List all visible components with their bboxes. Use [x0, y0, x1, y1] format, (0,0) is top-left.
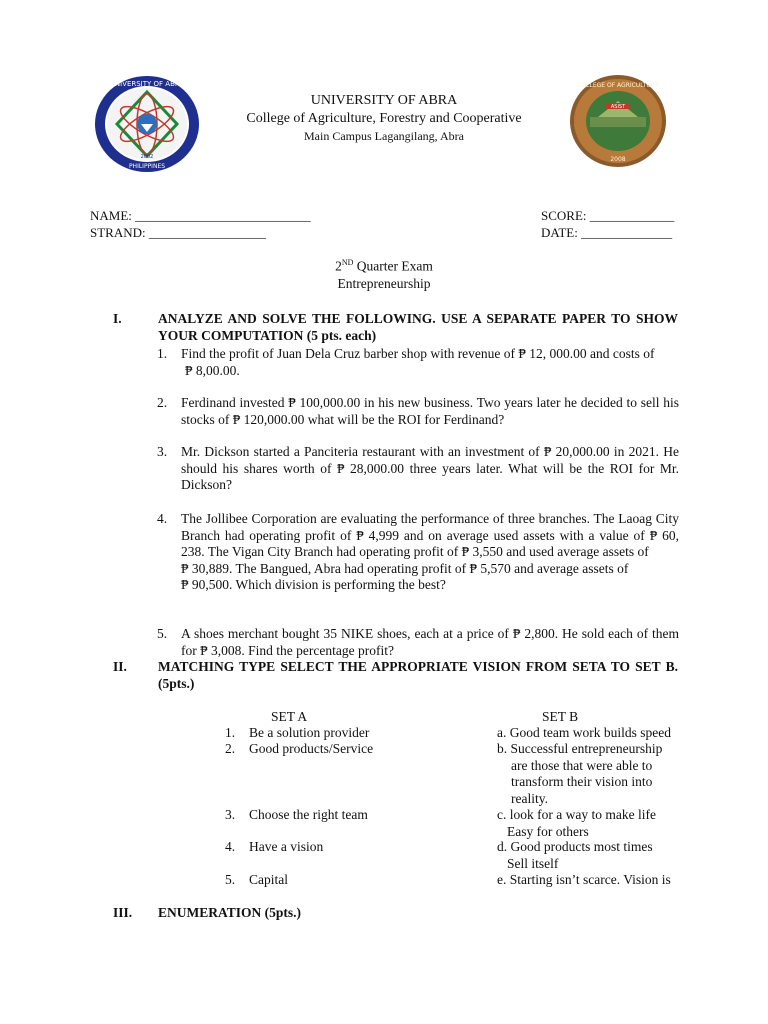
section-3-number: III. [113, 905, 133, 920]
question-1: 1. Find the profit of Juan Dela Cruz barber shop with revenue of ₱ 12, 000.00 and costs of ₱ 8,00.00. [157, 346, 655, 378]
set-b-item: e. Starting isn’t scarce. Vision is [497, 872, 671, 887]
question-5: 5. A shoes merchant bought 35 NIKE shoes, each at a price of ₱ 2,800. He sold each of them for ₱ 3,008. Find the percentage profit? [157, 626, 679, 658]
svg-text:COLLEGE OF AGRICULTURE: COLLEGE OF AGRICULTURE [577, 82, 659, 89]
college-name: College of Agriculture, Forestry and Cooperative [246, 111, 522, 126]
university-name: UNIVERSITY OF ABRA [310, 93, 458, 108]
question-3: 3. Mr. Dickson started a Panciteria restaurant with an investment of ₱ 20,000.00 in 2021. He should his shares worth of ₱ 28,000.00 three years later. What will be the ROI for Mr. Dickson? [157, 444, 679, 492]
section-2-title: MATCHING TYPE SELECT THE APPROPRIATE VISION FROM SETA TO SET B. (5pts.) [158, 659, 678, 691]
section-1-number: I. [113, 311, 122, 326]
campus-name: Main Campus Lagangilang, Abra [304, 129, 464, 143]
set-b-header: SET B [542, 709, 579, 724]
set-b-item: c. look for a way to make life Easy for others [497, 807, 656, 839]
question-4: 4. The Jollibee Corporation are evaluating the performance of three branches. The Laoag City Branch had operating profit of ₱ 4,999 and on average used assets with a value of ₱ 60, 238. The Vigan City Branch had operating profit of ₱ 3,550 and used average assets of ₱ 30,889. The Bangued, Abra had operating profit of ₱ 5,570 and average assets of ₱ 90,500. Which division is performing the best? [157, 511, 679, 592]
svg-text:ASIST: ASIST [610, 104, 626, 110]
set-b-item: a. Good team work builds speed [497, 725, 671, 740]
section-3-title: ENUMERATION (5pts.) [158, 905, 302, 920]
name-field: NAME: ___________________________ [90, 208, 311, 223]
set-b-item: b. Successful entrepreneurship are those that were able to transform their vision into reality. [497, 741, 663, 806]
svg-text:2008: 2008 [610, 156, 626, 163]
set-a-header: SET A [271, 709, 308, 724]
exam-subject: Entrepreneurship [337, 276, 431, 291]
svg-text:PHILIPPINES: PHILIPPINES [128, 163, 166, 170]
strand-field: STRAND: __________________ [90, 225, 266, 240]
section-1-title: ANALYZE AND SOLVE THE FOLLOWING. USE A SEPARATE PAPER TO SHOW YOUR COMPUTATION (5 pts. each) [158, 311, 678, 343]
set-b-item: d. Good products most times Sell itself [497, 839, 653, 871]
svg-text:UNIVERSITY OF ABRA: UNIVERSITY OF ABRA [109, 80, 185, 88]
svg-text:2002: 2002 [140, 154, 154, 160]
score-field: SCORE: _____________ [541, 208, 675, 223]
exam-title: 2ND Quarter Exam [335, 258, 433, 274]
date-field: DATE: ______________ [541, 225, 673, 240]
question-2: 2. Ferdinand invested ₱ 100,000.00 in his new business. Two years later he decided to sell his stocks of ₱ 120,000.00 what will be the ROI for Ferdinand? [157, 395, 679, 427]
section-2-number: II. [113, 659, 127, 674]
